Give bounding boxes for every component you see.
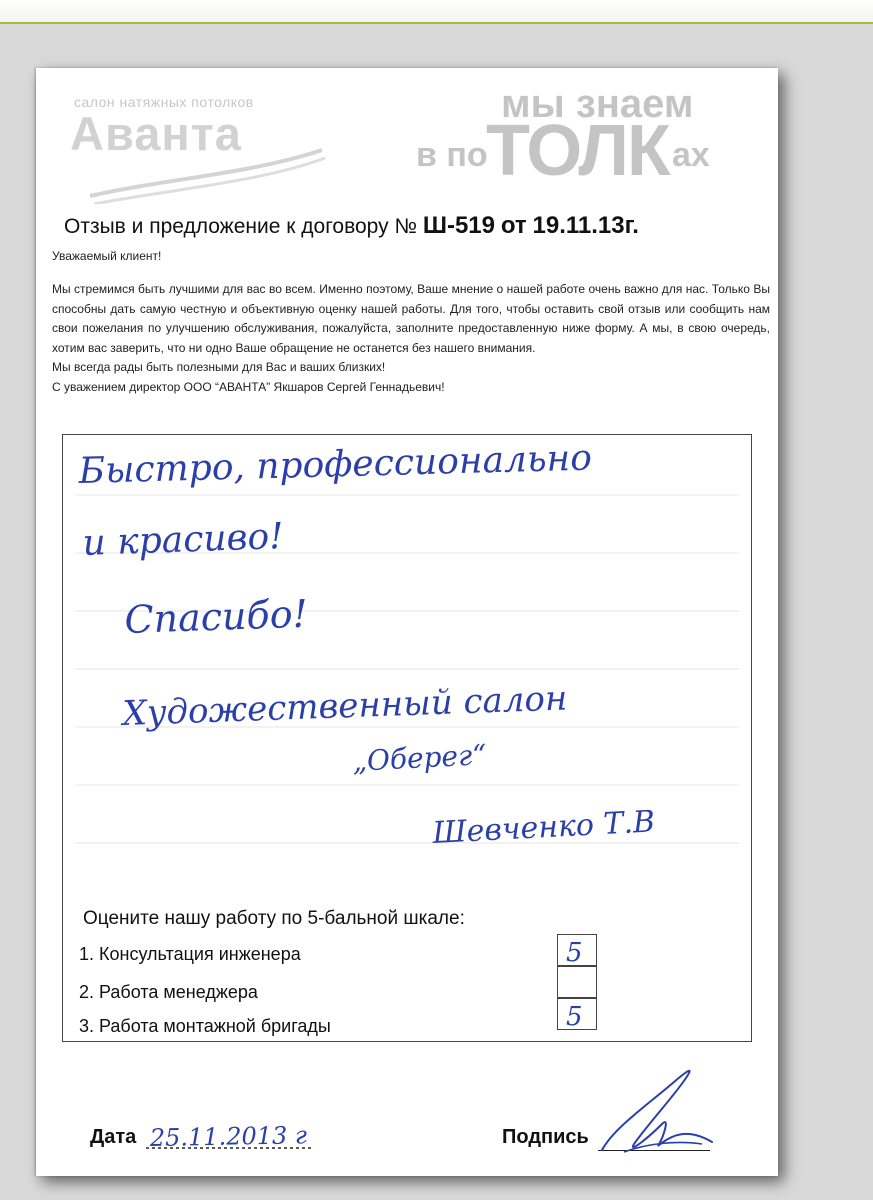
intro-line3: С уважением директор ООО “АВАНТА” Якшаров Сергей Геннадьевич! [52, 379, 445, 394]
intro-text [52, 280, 770, 397]
feedback-form-box [62, 434, 752, 1042]
logo-subtitle: салон натяжных потолков [74, 94, 254, 110]
title-date: 19.11.13г. [532, 212, 639, 239]
score-box-manager[interactable] [557, 966, 597, 998]
score-manager-ink [558, 967, 598, 999]
score-crew-ink [558, 999, 598, 1031]
slogan-line1: мы знаем [501, 82, 694, 126]
rating-title: Оцените нашу работу по 5-бальной шкале: [83, 908, 465, 929]
avanta-logo [60, 94, 330, 194]
feedback-line4: Художественный салон [121, 678, 568, 734]
feedback-line2: и красиво! [81, 516, 285, 564]
slogan-in: в по [416, 136, 488, 174]
logo-name: Аванта [70, 107, 242, 160]
date-handwritten [144, 1116, 344, 1160]
feedback-line5: „Оберег“ [351, 738, 488, 778]
score-engineer: 5 [566, 938, 583, 967]
slogan-end: ах [672, 136, 710, 174]
handwriting-layer [63, 435, 751, 905]
signature-label: Подпись [502, 1126, 589, 1148]
title-date-prefix: от [500, 212, 527, 239]
score-engineer-ink [558, 935, 598, 967]
rating-item-crew: 3. Работа монтажной бригады [79, 1016, 331, 1036]
intro-paragraph: Мы стремимся быть лучшими для вас во всем. Именно поэтому, Ваше мнение о нашей работе очень важно для нас. Только Вы способны дать самую честную и объективную оценку нашей работы. Для того, чтобы оставить свой отзыв или сообщить нам свои пожелания по улучшению обслуживания, пожалуйста, заполните предоставленную ниже форму. А мы, в свою очередь, хотим вас заверить, что ни одно Ваше обращение не останется без нашего внимания. [52, 282, 770, 355]
rating-item-engineer: 1. Консультация инженера [79, 944, 301, 964]
intro-line2: Мы всегда рады быть полезными для Вас и ваших близких! [52, 360, 386, 374]
contract-number: Ш-519 [422, 212, 495, 239]
feedback-line3: Спасибо! [123, 591, 309, 642]
document-page [36, 68, 778, 1176]
date-value: 25.11.2013 г [149, 1121, 308, 1152]
score-crew: 5 [566, 1002, 583, 1031]
title-prefix: Отзыв и предложение к договору № [64, 215, 417, 238]
document-title [64, 212, 778, 240]
logo-swoosh-icon [60, 134, 330, 204]
scan-top-edge [0, 0, 873, 24]
slogan-logo [416, 82, 746, 192]
score-box-crew[interactable] [557, 998, 597, 1030]
feedback-line1: Быстро, профессионально [78, 437, 593, 492]
score-box-engineer[interactable] [557, 934, 597, 966]
feedback-signature: Шевченко Т.В [431, 804, 656, 851]
rating-item-manager: 2. Работа менеджера [79, 982, 258, 1002]
greeting: Уважаемый клиент! [52, 249, 162, 263]
date-label: Дата [90, 1126, 137, 1148]
signature-scribble-icon [584, 1058, 724, 1162]
slogan-big: ТОЛК [486, 111, 669, 191]
